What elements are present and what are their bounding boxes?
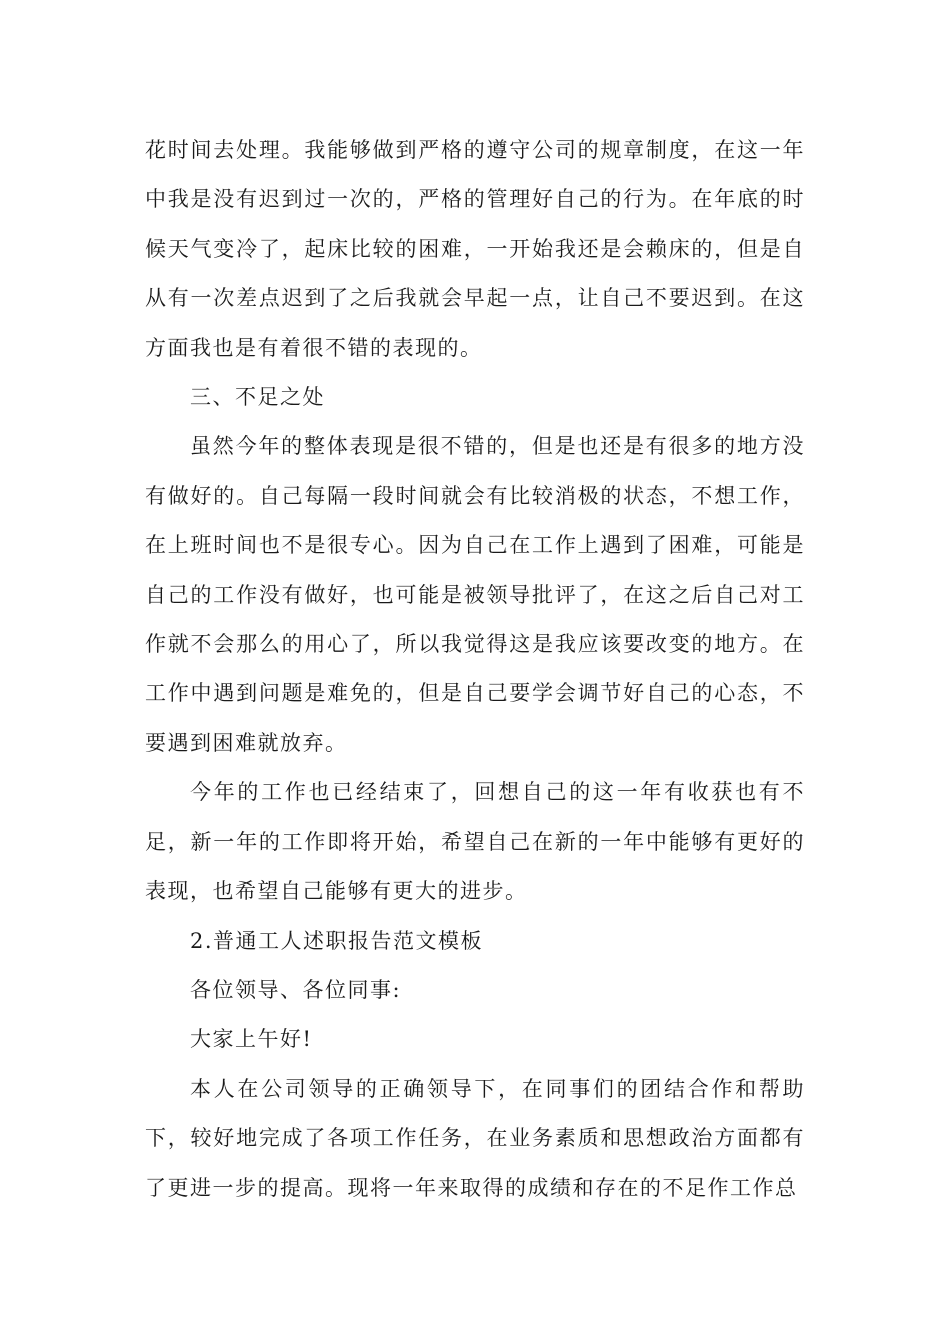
greeting: 大家上午好! [190, 1027, 313, 1052]
paragraph-intro: 本人在公司领导的正确领导下，在同事们的团结合作和帮助下，较好地完成了各项工作任务，在业务素质和思想政治方面都有了更进一步的提高。现将一年来取得的成绩和存在的不足作工作总 [145, 1076, 805, 1200]
section-heading-shortcomings: 三、不足之处 [190, 385, 325, 410]
paragraph-shortcomings: 虽然今年的整体表现是很不错的，但是也还是有很多的地方没有做好的。自己每隔一段时间就会有比较消极的状态，不想工作，在上班时间也不是很专心。因为自己在工作上遇到了困难，可能是自己的工作没有做好，也可能是被领导批评了，在这之后自己对工作就不会那么的用心了，所以我觉得这是我应该要改变的地方。在工作中遇到问题是难免的，但是自己要学会调节好自己的心态，不要遇到困难就放弃。 [145, 434, 805, 755]
document-body [145, 126, 805, 1213]
section-heading-template-2: 2.普通工人述职报告范文模板 [190, 928, 484, 953]
salutation: 各位领导、各位同事: [190, 977, 402, 1002]
paragraph-continuation: 花时间去处理。我能够做到严格的遵守公司的规章制度，在这一年中我是没有迟到过一次的，严格的管理好自己的行为。在年底的时候天气变冷了，起床比较的困难，一开始我还是会赖床的，但是自从有一次差点迟到了之后我就会早起一点，让自己不要迟到。在这方面我也是有着很不错的表现的。 [145, 138, 805, 360]
paragraph-conclusion: 今年的工作也已经结束了，回想自己的这一年有收获也有不足，新一年的工作即将开始，希望自己在新的一年中能够有更好的表现，也希望自己能够有更大的进步。 [145, 780, 805, 904]
